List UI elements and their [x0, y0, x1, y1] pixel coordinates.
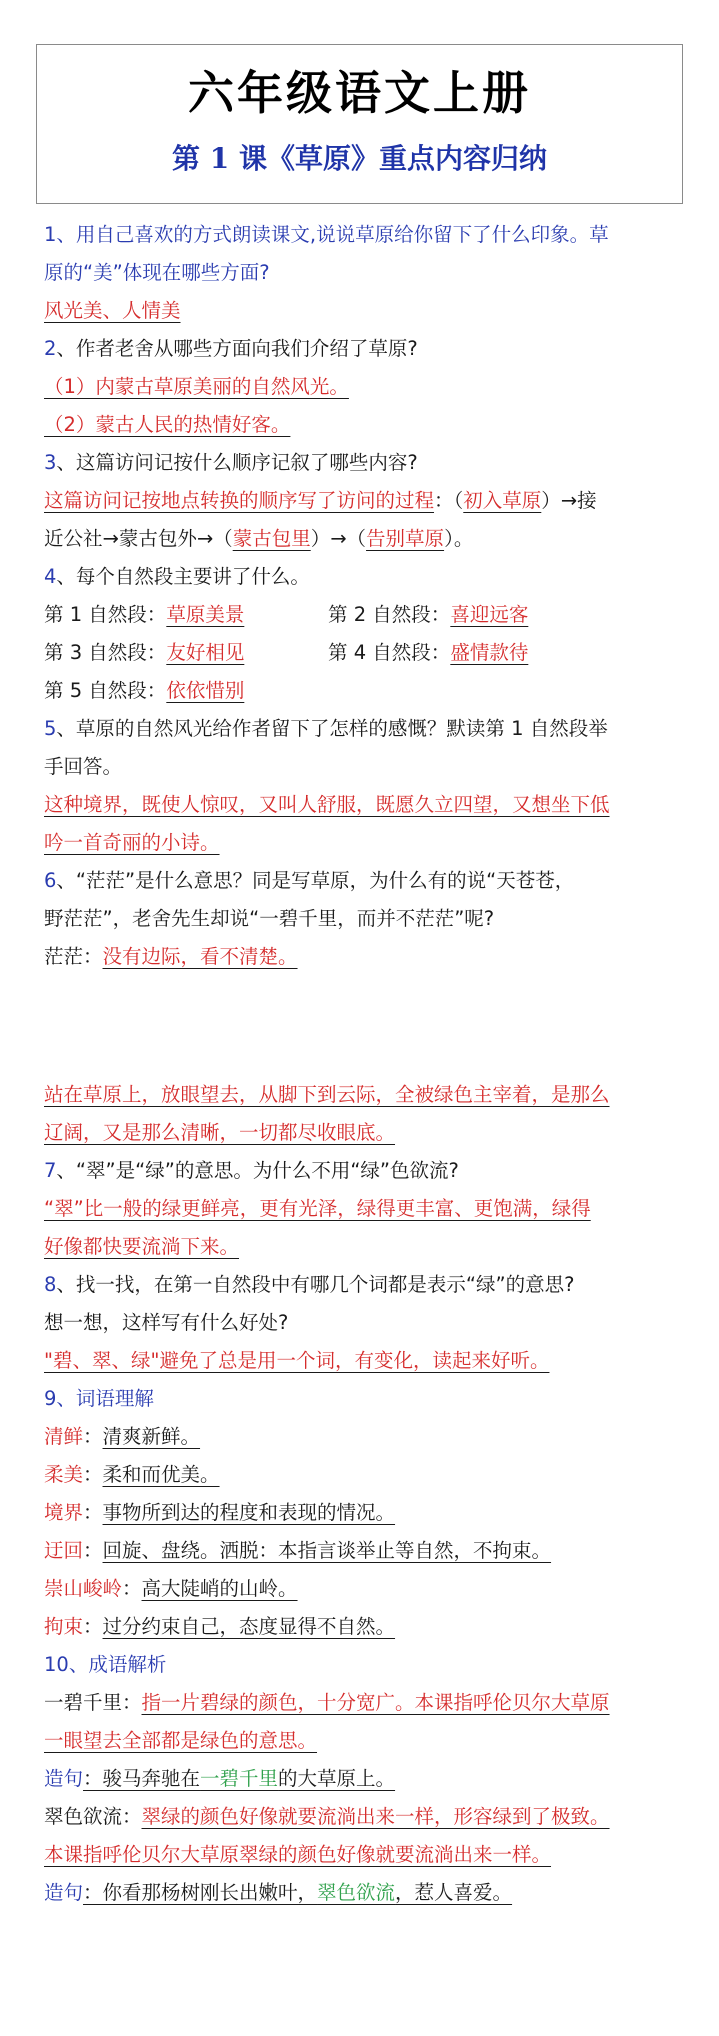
q3-answer-line1: 这篇访问记按地点转换的顺序写了访问的过程：（初入草原）→接: [44, 489, 597, 512]
lesson-subtitle: 第 1 课《草原》重点内容归纳: [172, 142, 547, 175]
q5-line2: 手回答。: [44, 755, 123, 778]
content: [44, 216, 684, 1912]
q7-answer-2: 好像都快要流淌下来。: [44, 1235, 240, 1258]
q9-item: 清鲜：清爽新鲜。: [44, 1425, 201, 1448]
q8-answer: "碧、翠、绿"避免了总是用一个词，有变化，读起来好听。: [44, 1349, 550, 1372]
q4-question: 4、每个自然段主要讲了什么。: [44, 565, 310, 588]
q4-row-2: 第 3 自然段：友好相见 第 4 自然段：盛情款待: [44, 641, 529, 664]
q9-item: 迂回：回旋、盘绕。洒脱：本指言谈举止等自然，不拘束。: [44, 1539, 552, 1562]
q10-heading: 10、成语解析: [44, 1653, 167, 1676]
idiom2-example: 造句：你看那杨树刚长出嫩叶，翠色欲流，惹人喜爱。: [44, 1881, 513, 1904]
q5-answer-2: 吟一首奇丽的小诗。: [44, 831, 220, 854]
q9-item: 柔美：柔和而优美。: [44, 1463, 220, 1486]
idiom1-line1: 一碧千里：指一片碧绿的颜色，十分宽广。本课指呼伦贝尔大草原: [44, 1691, 610, 1714]
q1-line2: 原的“美”体现在哪些方面?: [44, 261, 270, 284]
q9-item: 境界：事物所到达的程度和表现的情况。: [44, 1501, 396, 1524]
q6-answer-2: 辽阔，又是那么清晰，一切都尽收眼底。: [44, 1121, 396, 1144]
q3-answer-line2: 近公社→蒙古包外→（蒙古包里）→（告别草原）。: [44, 527, 474, 550]
q6-meaning: 茫茫：没有边际，看不清楚。: [44, 945, 298, 968]
q9-item: 拘束：过分约束自己，态度显得不自然。: [44, 1615, 396, 1638]
q2-question: 2、作者老舍从哪些方面向我们介绍了草原?: [44, 337, 418, 360]
idiom1-example: 造句：骏马奔驰在一碧千里的大草原上。: [44, 1767, 396, 1790]
q8-line1: 8、找一找，在第一自然段中有哪几个词都是表示“绿”的意思?: [44, 1273, 575, 1296]
q5-answer-1: 这种境界，既使人惊叹，又叫人舒服，既愿久立四望，又想坐下低: [44, 793, 610, 816]
q9-heading: 9、词语理解: [44, 1387, 154, 1410]
q6-answer-1: 站在草原上，放眼望去，从脚下到云际，全被绿色主宰着，是那么: [44, 1083, 610, 1106]
q8-line2: 想一想，这样写有什么好处?: [44, 1311, 289, 1334]
q1-line1: 1、用自己喜欢的方式朗读课文,说说草原给你留下了什么印象。草: [44, 223, 609, 246]
q1-number: 1: [44, 223, 57, 246]
q9-item: 崇山峻岭：高大陡峭的山岭。: [44, 1577, 298, 1600]
q7-question: 7、“翠”是“绿”的意思。为什么不用“绿”色欲流?: [44, 1159, 459, 1182]
q6-line1: 6、“茫茫”是什么意思？同是写草原，为什么有的说“天苍苍，: [44, 869, 575, 892]
idiom1-line2: 一眼望去全部都是绿色的意思。: [44, 1729, 318, 1752]
q2-answer-2: （2）蒙古人民的热情好客。: [44, 413, 291, 436]
q2-answer-1: （1）内蒙古草原美丽的自然风光。: [44, 375, 349, 398]
q3-question: 3、这篇访问记按什么顺序记叙了哪些内容?: [44, 451, 418, 474]
q5-line1: 5、草原的自然风光给作者留下了怎样的感慨？默读第 1 自然段举: [44, 717, 608, 740]
q4-row-1: 第 1 自然段：草原美景 第 2 自然段：喜迎远客: [44, 603, 529, 626]
idiom2-line1: 翠色欲流：翠绿的颜色好像就要流淌出来一样，形容绿到了极致。: [44, 1805, 610, 1828]
q6-line2: 野茫茫”，老舍先生却说“一碧千里，而并不茫茫”呢?: [44, 907, 495, 930]
q7-answer-1: “翠”比一般的绿更鲜亮，更有光泽，绿得更丰富、更饱满，绿得: [44, 1197, 591, 1220]
q1-answer: 风光美、人情美: [44, 299, 181, 322]
idiom2-line2: 本课指呼伦贝尔大草原翠绿的颜色好像就要流淌出来一样。: [44, 1843, 552, 1866]
title-box: [36, 44, 683, 204]
page-title: 六年级语文上册: [188, 66, 531, 120]
q4-row-3: 第 5 自然段：依依惜别: [44, 679, 245, 702]
blank-gap: [44, 976, 684, 1076]
